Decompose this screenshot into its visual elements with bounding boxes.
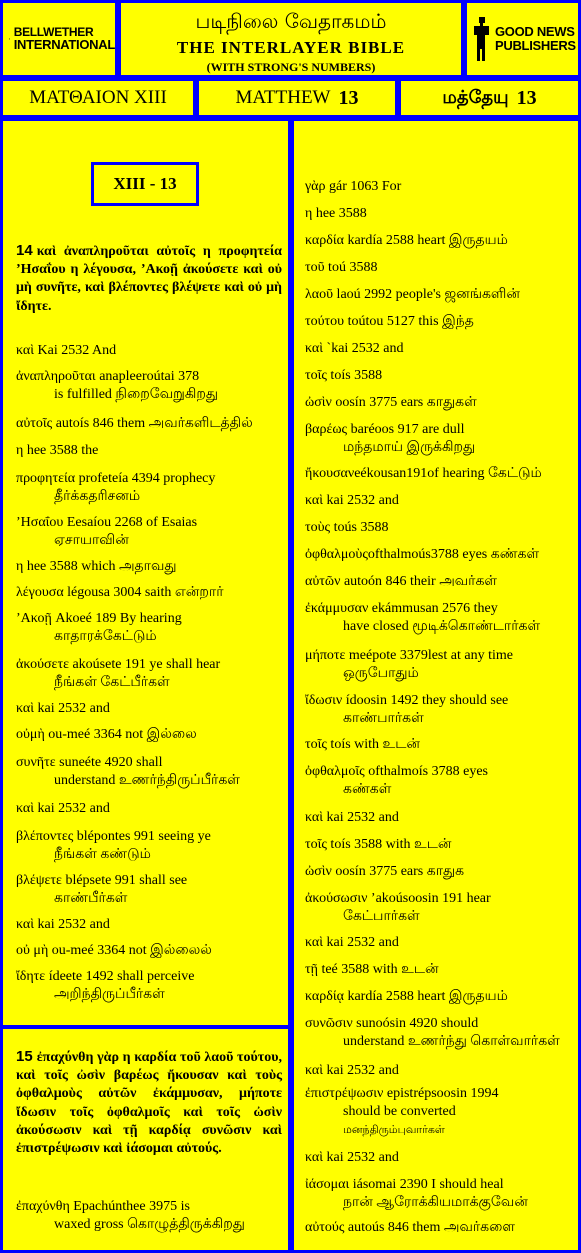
entry-line: ὀφθαλμοὺςofthalmoús3788 eyes கண்கள்: [305, 547, 540, 562]
entry-line: λαοῦ laoú 2992 people's ஜனங்களின்: [305, 287, 520, 302]
entry-line: ’Ησαΐου Eesaíou 2268 of Esaias: [16, 515, 198, 530]
entry-line: ἐπαχύνθη Epachúnthee 3975 is: [16, 1199, 190, 1214]
entry-line: λέγουσα légousa 3004 saith என்றார்: [16, 585, 224, 600]
word-entry: [16, 800, 282, 818]
word-entry: [305, 988, 571, 1006]
left-column-bottom: [0, 1026, 291, 1253]
entry-line: καρδία kardía 2588 heart இருதயம்: [305, 233, 508, 248]
word-entry: [305, 1149, 571, 1167]
ram-figure-icon: [9, 15, 10, 63]
entry-translation: மந்தமாய் இருக்கிறது: [343, 440, 476, 455]
logo-line2: INTERNATIONAL: [13, 37, 115, 53]
entry-translation: ஒருபோதும்: [343, 666, 419, 681]
word-entry: [16, 470, 282, 506]
book-english-num: 13: [338, 86, 359, 109]
verse-text: καὶ ἀναπληροῦται αὐτοῖς η προφητεία ’Ησαΐου η λέγουσα, ’Ακοῇ ἀκούσετε καὶ οὐ μὴ συνῆτε, καὶ βλέποντες βλέψετε καὶ οὐ μὴ ἴδητε.: [16, 244, 282, 314]
word-entry: [16, 342, 282, 360]
word-entry: [305, 367, 571, 385]
entry-line: τῇ teé 3588 with உடன்: [305, 962, 439, 977]
word-entry: [16, 610, 282, 646]
entry-line: τοῦ toú 3588: [305, 260, 378, 275]
word-entry: [305, 492, 571, 510]
entry-line: οὐ μὴ ou-meé 3364 not இல்லைல்: [16, 943, 212, 958]
book-english-label: MATTHEW: [235, 87, 331, 108]
verse-15: [16, 1047, 282, 1158]
entry-line: καὶ `kai 2532 and: [305, 341, 404, 356]
entry-line: ἐπιστρέψωσιν epistrépsoosin 1994: [305, 1086, 499, 1101]
word-entry: [305, 1176, 571, 1212]
right-column: [291, 118, 581, 1253]
word-entry: [305, 259, 571, 277]
entry-translation: understand உணர்ந்திருப்பீர்கள்: [54, 773, 240, 788]
entry-line: ὠσὶν oosín 3775 ears காதுகள்: [305, 395, 477, 410]
entry-translation: காதாரக்கேட்டும்: [54, 629, 157, 644]
word-entry: [305, 1062, 571, 1080]
entry-line: καὶ kai 2532 and: [16, 801, 110, 816]
word-entry: [305, 763, 571, 799]
entry-line: συνῶσιν sunoósin 4920 should: [305, 1016, 479, 1031]
bellwether-logo: [0, 0, 118, 78]
word-entry: [305, 519, 571, 537]
word-entry: [305, 961, 571, 979]
entry-line: ὠσὶν oosín 3775 ears காதுக: [305, 864, 465, 879]
entry-line: βαρέως baréoos 917 are dull: [305, 422, 465, 437]
entry-line: ἀκούσωσιν ’akoúsoosin 191 hear: [305, 891, 491, 906]
entry-line: ’Ακοῇ Akoeé 189 By hearing: [16, 611, 182, 626]
chapter-label: XIII - 13: [91, 162, 199, 206]
word-entry: [305, 465, 571, 483]
entry-line: προφητεία profeteía 4394 prophecy: [16, 471, 216, 486]
word-entry: [305, 692, 571, 728]
word-entry: [16, 368, 282, 404]
entry-line: τοῖς toís 3588: [305, 368, 383, 383]
word-entry: [16, 514, 282, 550]
book-greek-label: ΜΑΤΘΑΙΟΝ XIII: [29, 87, 167, 108]
word-entry: [16, 916, 282, 934]
entry-line: γὰρ gár 1063 For: [305, 179, 402, 194]
book-english: [196, 78, 398, 118]
word-entry: [305, 836, 571, 854]
word-entry: [305, 1219, 571, 1237]
entry-translation: waxed gross கொழுத்திருக்கிறது: [54, 1217, 245, 1232]
subtitle: (WITH STRONG'S NUMBERS): [206, 60, 376, 74]
entry-translation: ஏசாயாவின்: [54, 533, 129, 548]
entry-line: ἀκούσετε akoúsete 191 ye shall hear: [16, 657, 221, 672]
entry-line: η hee 3588: [305, 206, 367, 221]
entry-translation: is fulfilled நிறைவேறுகிறது: [54, 387, 218, 402]
entry-line: συνῆτε suneéte 4920 shall: [16, 755, 163, 770]
entry-translation: கேட்பார்கள்: [343, 909, 420, 924]
entry-translation: தீர்க்கதரிசனம்: [54, 489, 141, 504]
entry-line: τούτου toútou 5127 this இந்த: [305, 314, 474, 329]
logo-line1: BELLWETHER: [13, 24, 94, 39]
word-entry: [305, 178, 571, 196]
entry-line: καὶ kai 2532 and: [305, 1150, 399, 1165]
book-tamil-label: மத்தேயு: [442, 86, 509, 108]
entry-line: καὶ kai 2532 and: [16, 701, 110, 716]
entry-translation: கண்கள்: [343, 782, 392, 797]
entry-line: ἤκουσανeékousan191of hearing கேட்டும்: [305, 466, 542, 481]
entry-translation: have closed மூடிக்கொண்டார்கள்: [343, 619, 541, 634]
word-entry: [305, 313, 571, 331]
entry-line: τοῖς toís 3588 with உடன்: [305, 837, 452, 852]
word-entry: [305, 647, 571, 683]
entry-line: τοὺς toús 3588: [305, 520, 389, 535]
word-entry: [305, 340, 571, 358]
entry-translation: காண்பார்கள்: [343, 711, 424, 726]
verse-number: 14: [16, 242, 33, 259]
entry-line: ἴδωσιν ídoosin 1492 they should see: [305, 693, 509, 708]
word-entry: [16, 415, 282, 433]
word-entry: [16, 828, 282, 864]
word-entry: [16, 754, 282, 790]
book-tamil-num: 13: [516, 86, 537, 109]
word-entry: [305, 934, 571, 952]
entry-line: καὶ Kai 2532 And: [16, 343, 117, 358]
word-entry: [16, 968, 282, 1004]
entry-translation: மனந்திரும்புவார்கள்: [343, 1124, 445, 1136]
word-entry: [16, 558, 282, 576]
word-entry: [16, 700, 282, 718]
entry-line: η hee 3588 the: [16, 443, 99, 458]
entry-line: καρδίᾳ kardía 2588 heart இருதயம்: [305, 989, 508, 1004]
word-entry: [305, 205, 571, 223]
word-entry: [16, 656, 282, 692]
logo-line1: GOOD NEWS: [495, 24, 575, 40]
entry-line: ὀφθαλμοῖς ofthalmoís 3788 eyes: [305, 764, 488, 779]
entry-line: καὶ kai 2532 and: [16, 917, 110, 932]
left-column: [0, 118, 291, 1028]
word-entry: [305, 1015, 571, 1051]
word-entry: [305, 809, 571, 827]
tamil-title: படிநிலை வேதாகமம்: [195, 9, 387, 33]
word-entry: [16, 726, 282, 744]
entry-translation: understand உணர்ந்து கொள்வார்கள்: [343, 1034, 560, 1049]
word-entry: [305, 736, 571, 754]
word-entry: [16, 872, 282, 908]
entry-line: αὐτούς autoús 846 them அவர்களை: [305, 1220, 516, 1235]
word-entry: [305, 890, 571, 926]
good-news-logo: [464, 0, 581, 78]
entry-line: βλέποντες blépontes 991 seeing ye: [16, 829, 211, 844]
book-tamil: [398, 78, 581, 118]
word-entry: [16, 442, 282, 460]
word-entry: [16, 942, 282, 960]
word-entry: [305, 546, 571, 564]
main-title: THE INTERLAYER BIBLE: [176, 38, 406, 57]
word-entry: [16, 584, 282, 602]
verse-14: [16, 241, 282, 316]
entry-line: καὶ kai 2532 and: [305, 493, 399, 508]
entry-translation: நீங்கள் கேட்பீர்கள்: [54, 675, 170, 690]
entry-line: αὐτοῖς autoís 846 them அவர்களிடத்தில்: [16, 416, 253, 431]
entry-line: ἴδητε ídeete 1492 shall perceive: [16, 969, 195, 984]
word-entry: [305, 600, 571, 636]
entry-translation: should be converted: [343, 1104, 456, 1119]
word-entry: [305, 286, 571, 304]
entry-line: καὶ kai 2532 and: [305, 935, 399, 950]
entry-line: βλέψετε blépsete 991 shall see: [16, 873, 188, 888]
word-entry: [305, 863, 571, 881]
entry-line: καὶ kai 2532 and: [305, 1063, 399, 1078]
figure-icon: [473, 15, 491, 63]
entry-translation: அறிந்திருப்பீர்கள்: [54, 987, 165, 1002]
entry-translation: நான் ஆரோக்கியமாக்குவேன்: [343, 1195, 528, 1210]
entry-line: ἐκάμμυσαν ekámmusan 2576 they: [305, 601, 498, 616]
entry-line: η hee 3588 which அதாவது: [16, 559, 177, 574]
entry-line: αὐτῶν autoón 846 their அவர்கள்: [305, 574, 498, 589]
verse-text: ἐπαχύνθη γὰρ η καρδία τοῦ λαοῦ τούτου, καὶ τοῖς ὠσὶν βαρέως ἤκουσαν καὶ τοὺς ὀφθαλμοὺς αὐτῶν ἐκάμμυσαν, μήποτε ἴδωσιν τοῖς ὀφθαλμοῖς καὶ τοῖς ὠσὶν ἀκούσωσιν καὶ τῇ καρδίᾳ συνῶσιν καὶ ἐπιστρέψωσιν καὶ ἰάσομαι αὐτούς.: [16, 1050, 282, 1156]
entry-line: οὐμὴ ou-meé 3364 not இல்லை: [16, 727, 197, 742]
verse-number: 15: [16, 1048, 33, 1065]
entry-translation: காண்பீர்கள்: [54, 891, 128, 906]
word-entry: [305, 1085, 571, 1121]
word-entry: [305, 394, 571, 412]
entry-line: μήποτε meépote 3379lest at any time: [305, 648, 513, 663]
logo-line2: PUBLISHERS: [495, 38, 576, 53]
word-entry: [305, 232, 571, 250]
word-entry: [305, 421, 571, 457]
book-greek: [0, 78, 196, 118]
entry-line: ἀναπληροῦται anapleeroútai 378: [16, 369, 200, 384]
entry-line: τοῖς toís with உடன்: [305, 737, 420, 752]
word-entry: [16, 1198, 282, 1234]
title-block: [118, 0, 464, 78]
word-entry: [305, 573, 571, 591]
entry-translation: நீங்கள் கண்டும்: [54, 847, 151, 862]
entry-line: ἰάσομαι iásomai 2390 I should heal: [305, 1177, 504, 1192]
entry-line: καὶ kai 2532 and: [305, 810, 399, 825]
